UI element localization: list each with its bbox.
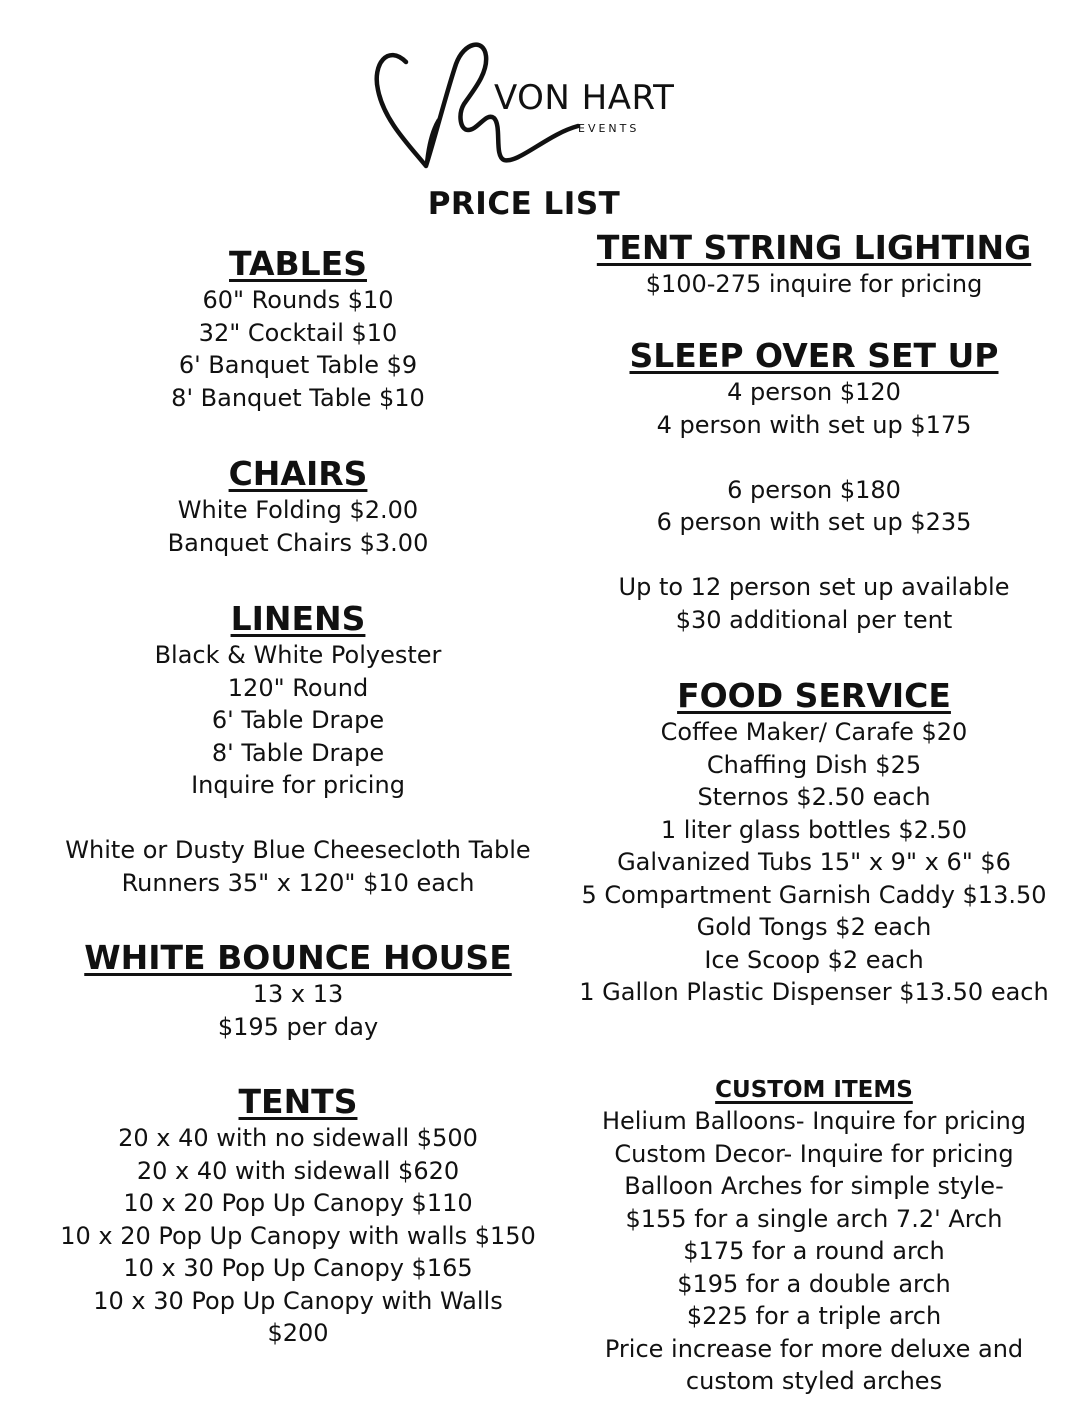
list-item: $100-275 inquire for pricing: [645, 270, 983, 298]
list-item: $195 per day: [217, 1012, 379, 1041]
list-item: 6 person $180: [727, 475, 901, 504]
list-item: 10 x 30 Pop Up Canopy with Walls: [93, 1286, 503, 1315]
list-item: 20 x 40 with sidewall $620: [136, 1156, 460, 1185]
list-item: 10 x 30 Pop Up Canopy $165: [123, 1254, 473, 1282]
list-item: Helium Balloons- Inquire for pricing: [601, 1107, 1027, 1135]
sleepover-section: [544, 336, 1084, 636]
food-service-section: [544, 676, 1084, 1009]
food-service-heading: FOOD SERVICE: [677, 676, 951, 715]
list-item: Balloon Arches for simple style-: [624, 1172, 1004, 1200]
list-item: Price increase for more deluxe and: [604, 1334, 1024, 1363]
list-item: 4 person $120: [727, 378, 901, 406]
list-item: White Folding $2.00: [177, 496, 419, 524]
list-item: 1 Gallon Plastic Dispenser $13.50 each: [579, 978, 1049, 1006]
list-item: Ice Scoop $2 each: [704, 945, 924, 974]
bounce-house-heading: WHITE BOUNCE HOUSE: [84, 938, 512, 977]
linens-section: [0, 599, 596, 899]
tables-heading: TABLES: [229, 244, 367, 283]
list-item: 4 person with set up $175: [656, 410, 972, 439]
list-item: 60" Rounds $10: [202, 286, 394, 314]
list-item: $155 for a single arch 7.2' Arch: [625, 1204, 1003, 1233]
list-item: $175 for a round arch: [683, 1237, 945, 1265]
tents-heading: TENTS: [238, 1082, 358, 1121]
list-item: custom styled arches: [685, 1367, 943, 1395]
list-item: Inquire for pricing: [191, 771, 405, 799]
list-item: Banquet Chairs $3.00: [167, 528, 429, 557]
brand-subtitle: EVENTS: [578, 122, 640, 135]
brand-name: VON HART: [494, 78, 675, 118]
list-item: 6' Table Drape: [211, 706, 385, 734]
list-item: Black & White Polyester: [154, 641, 442, 669]
list-item: 32" Cocktail $10: [198, 318, 398, 347]
bounce-house-section: [0, 938, 596, 1043]
list-item: 1 liter glass bottles $2.50: [660, 815, 968, 844]
list-item: $195 for a double arch: [677, 1269, 951, 1298]
lighting-section: [544, 228, 1084, 301]
list-item: Coffee Maker/ Carafe $20: [660, 718, 968, 746]
custom-items-heading: CUSTOM ITEMS: [715, 1077, 913, 1103]
linens-heading: LINENS: [230, 599, 366, 638]
list-item: 6' Banquet Table $9: [178, 351, 418, 379]
page-title: PRICE LIST: [427, 186, 621, 222]
list-item: Gold Tongs $2 each: [696, 913, 932, 941]
list-item: 8' Table Drape: [211, 738, 385, 767]
chairs-heading: CHAIRS: [228, 454, 368, 493]
list-item: 120" Round: [227, 673, 369, 702]
list-item: Runners 35" x 120" $10 each: [121, 868, 475, 897]
lighting-heading: TENT STRING LIGHTING: [596, 228, 1032, 267]
list-item: Up to 12 person set up available: [618, 573, 1010, 601]
list-item: 5 Compartment Garnish Caddy $13.50: [581, 880, 1047, 909]
list-item: Sternos $2.50 each: [697, 783, 931, 811]
brand-logo: [368, 34, 688, 184]
tables-section: [0, 244, 596, 414]
list-item: $225 for a triple arch: [686, 1302, 942, 1330]
list-item: 10 x 20 Pop Up Canopy $110: [123, 1189, 473, 1217]
chairs-section: [0, 454, 596, 559]
list-item: White or Dusty Blue Cheesecloth Table: [65, 836, 531, 864]
custom-items-section: [544, 1075, 1084, 1398]
list-item: Galvanized Tubs 15" x 9" x 6" $6: [617, 848, 1011, 876]
sleepover-heading: SLEEP OVER SET UP: [629, 336, 999, 375]
list-item: Chaffing Dish $25: [706, 750, 922, 779]
list-item: Custom Decor- Inquire for pricing: [614, 1139, 1014, 1168]
list-item: 13 x 13: [252, 980, 344, 1008]
list-item: $200: [267, 1319, 329, 1347]
tents-section: [0, 1082, 596, 1350]
list-item: 10 x 20 Pop Up Canopy with walls $150: [60, 1221, 536, 1250]
list-item: 20 x 40 with no sidewall $500: [118, 1124, 478, 1152]
list-item: 8' Banquet Table $10: [171, 383, 425, 412]
list-item: 6 person with set up $235: [656, 508, 972, 536]
list-item: $30 additional per tent: [675, 605, 953, 634]
